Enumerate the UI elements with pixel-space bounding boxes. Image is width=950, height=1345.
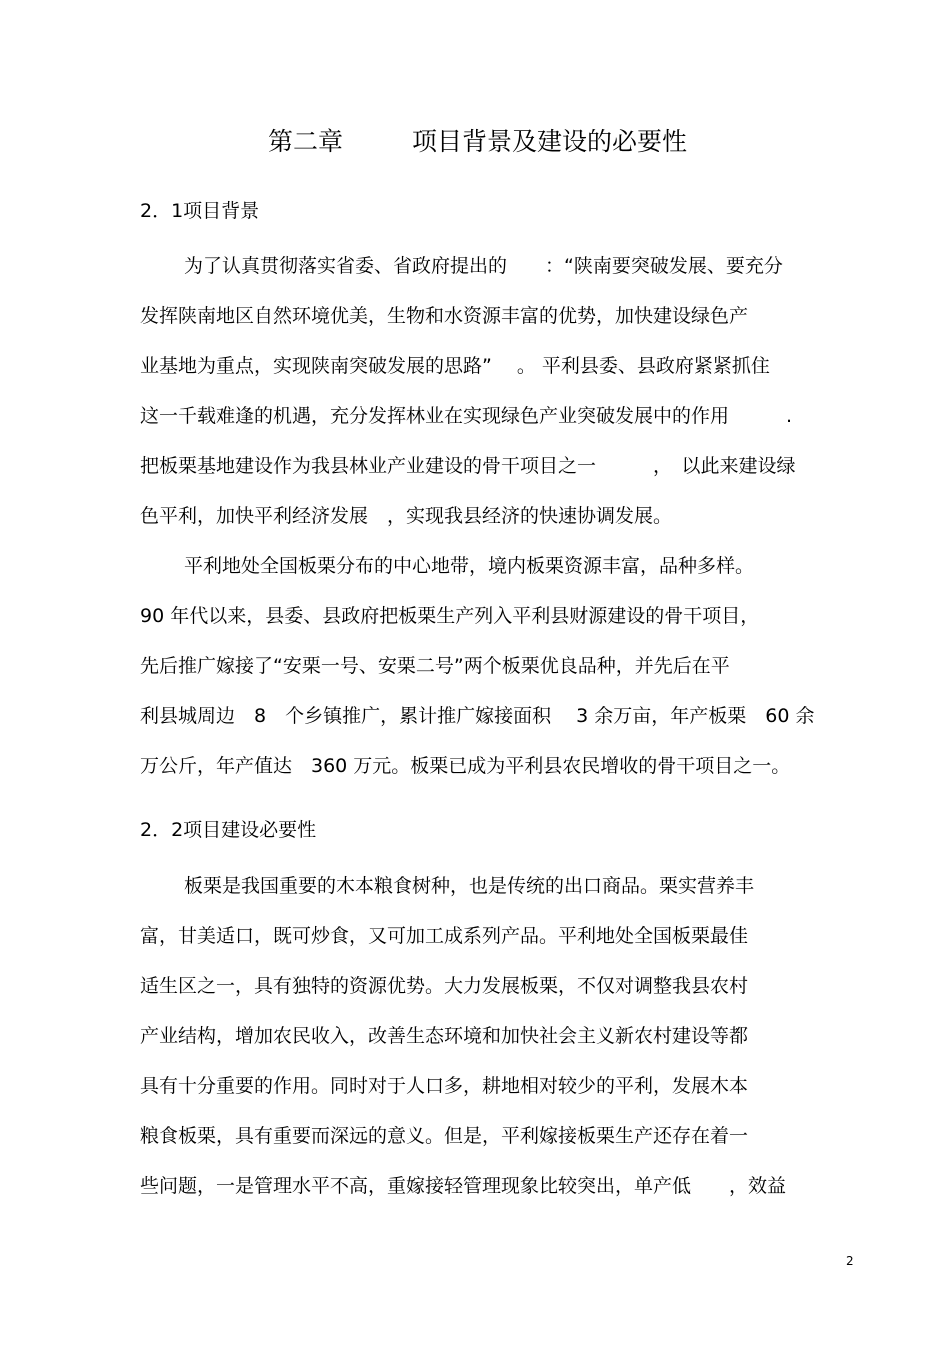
- paragraph-line: 把板栗基地建设作为我县林业产业建设的骨干项目之一 ， 以此来建设绿: [140, 455, 796, 477]
- paragraph-line: 平利地处全国板栗分布的中心地带，境内板栗资源丰富，品种多样。: [184, 555, 755, 577]
- paragraph-line: 发挥陕南地区自然环境优美，生物和水资源丰富的优势，加快建设绿色产: [140, 305, 749, 327]
- paragraph-line: 为了认真贯彻落实省委、省政府提出的 ：“陕南要突破发展、要充分: [184, 255, 783, 277]
- paragraph-line: 万公斤，年产值达 360 万元。板栗已成为平利县农民增收的骨干项目之一。: [140, 755, 791, 777]
- paragraph-line: 富，甘美适口，既可炒食，又可加工成系列产品。平利地处全国板栗最佳: [140, 925, 749, 947]
- paragraph-line: 利县城周边 8 个乡镇推广，累计推广嫁接面积 3 余万亩，年产板栗 60 余: [140, 705, 815, 727]
- paragraph-line: 粮食板栗，具有重要而深远的意义。但是，平利嫁接板栗生产还存在着一: [140, 1125, 749, 1147]
- chapter-label: 第二章: [268, 127, 344, 156]
- paragraph-line: 业基地为重点，实现陕南突破发展的思路” 。 平利县委、县政府紧紧抓住: [140, 355, 770, 377]
- paragraph-line: 具有十分重要的作用。同时对于人口多，耕地相对较少的平利，发展木本: [140, 1075, 749, 1097]
- paragraph-line: 这一千载难逢的机遇，充分发挥林业在实现绿色产业突破发展中的作用 .: [140, 405, 793, 427]
- paragraph-line: 产业结构，增加农民收入，改善生态环境和加快社会主义新农村建设等都: [140, 1025, 749, 1047]
- paragraph-line: 90 年代以来，县委、县政府把板栗生产列入平利县财源建设的骨干项目，: [140, 605, 760, 627]
- paragraph-line: 些问题，一是管理水平不高，重嫁接轻管理现象比较突出，单产低 ，效益: [140, 1175, 787, 1197]
- section-heading-background: 2．1项目背景: [140, 200, 260, 222]
- chapter-name: 项目背景及建设的必要性: [412, 127, 688, 156]
- paragraph-line: 先后推广嫁接了“安栗一号、安栗二号”两个板栗优良品种，并先后在平: [140, 655, 730, 677]
- paragraph-line: 适生区之一，具有独特的资源优势。大力发展板栗，不仅对调整我县农村: [140, 975, 749, 997]
- paragraph-line: 板栗是我国重要的木本粮食树种，也是传统的出口商品。栗实营养丰: [184, 875, 755, 897]
- section-heading-necessity: 2．2项目建设必要性: [140, 819, 317, 841]
- paragraph-line: 色平利，加快平利经济发展 ，实现我县经济的快速协调发展。: [140, 505, 673, 527]
- chapter-title: [0, 126, 950, 158]
- page-number: 2: [846, 1254, 854, 1268]
